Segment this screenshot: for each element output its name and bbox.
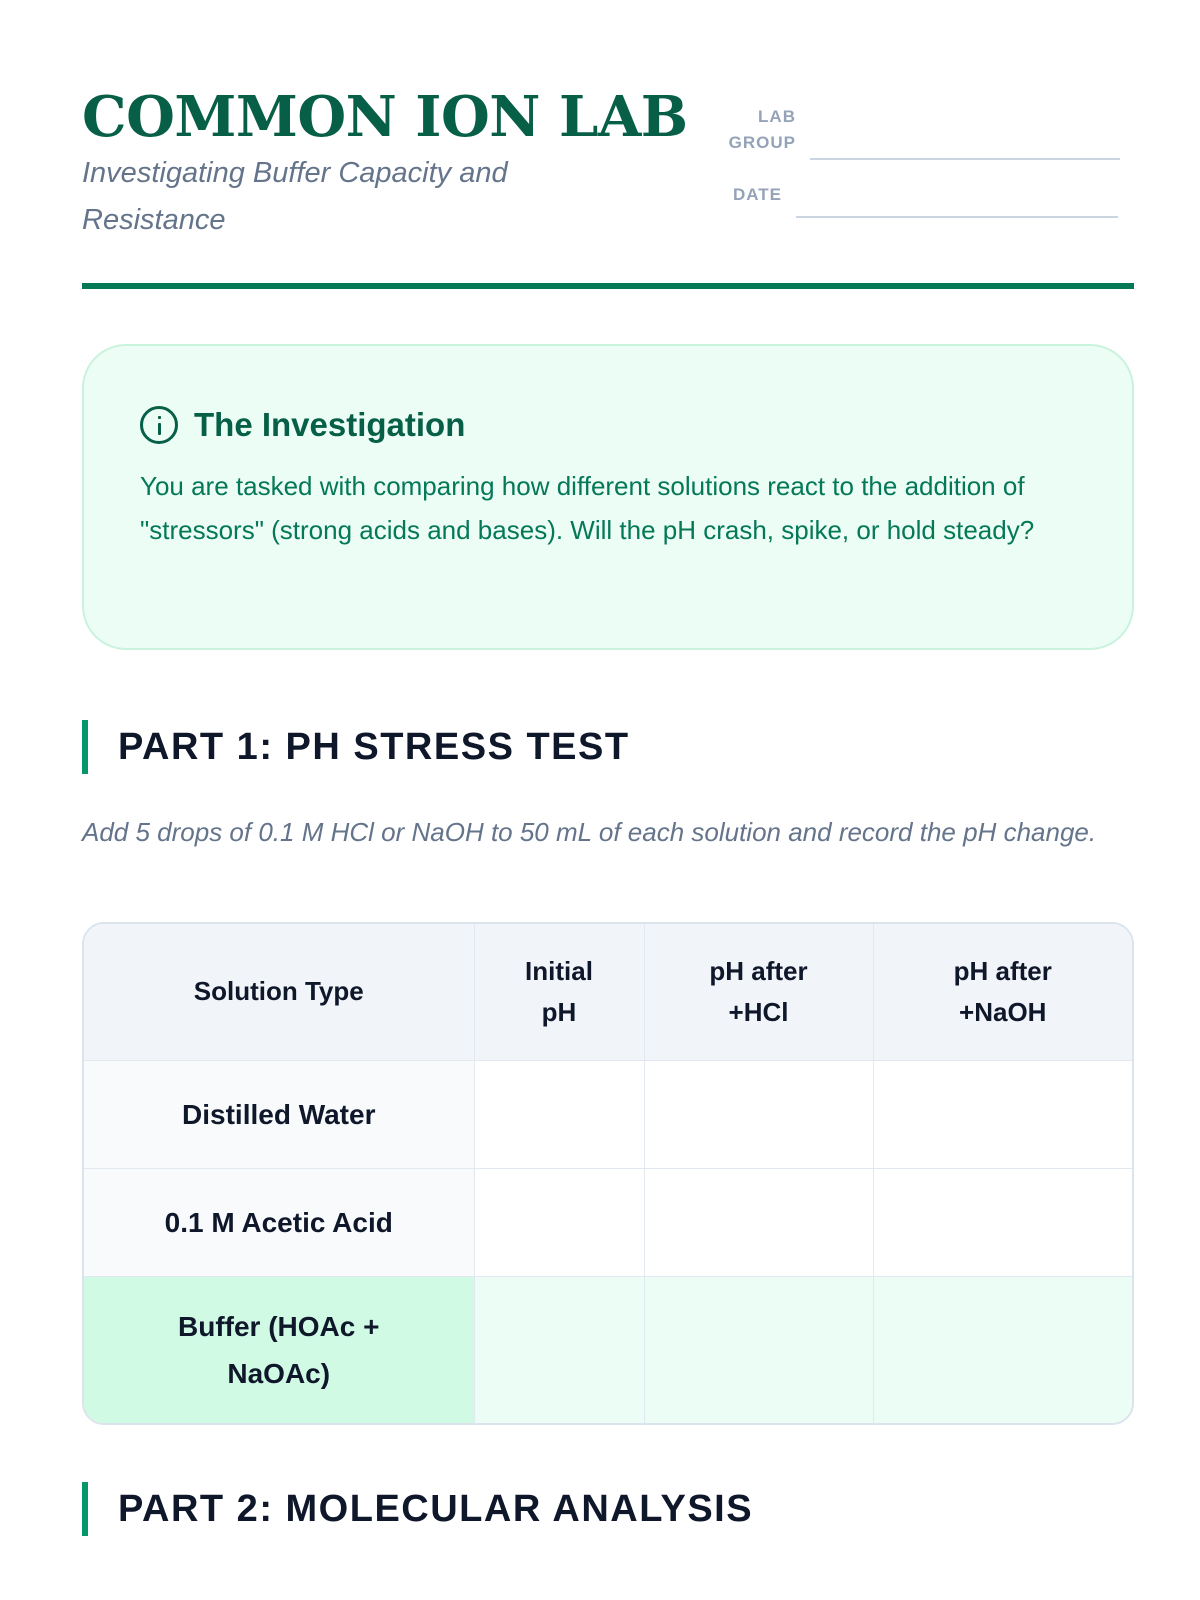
header-divider [82,283,1134,289]
worksheet-header [82,82,1134,292]
ph-after-naoh-input[interactable] [873,1168,1132,1276]
lab-group-row [712,104,1120,156]
table-row [84,1168,1132,1276]
column-header-ph-after-hcl: pH after +HCl [644,924,873,1060]
callout-header [140,406,465,444]
date-row [712,182,1118,208]
initial-ph-input[interactable] [474,1276,644,1424]
date-field[interactable] [796,216,1118,218]
initial-ph-input[interactable] [474,1168,644,1276]
callout-title: The Investigation [194,406,466,443]
table-row [84,1276,1132,1424]
part2-heading [82,1482,753,1536]
section-accent-bar [82,1482,88,1536]
part1-heading [82,720,630,774]
part1-title: PART 1: PH STRESS TEST [118,725,630,768]
table-row [84,1060,1132,1168]
column-header-initial-ph: Initial pH [474,924,644,1060]
part2-title: PART 2: MOLECULAR ANALYSIS [118,1487,754,1530]
lab-group-field[interactable] [810,158,1120,160]
ph-after-hcl-input[interactable] [644,1276,873,1424]
ph-after-naoh-input[interactable] [873,1276,1132,1424]
page-subtitle: Investigating Buffer Capacity and Resistance [82,157,508,236]
investigation-callout [82,344,1134,650]
row-label-acetic-acid: 0.1 M Acetic Acid [84,1168,474,1276]
column-header-solution-type: Solution Type [84,924,474,1060]
row-label-buffer: Buffer (HOAc + NaOAc) [84,1276,474,1424]
date-label: DATE [732,185,782,204]
ph-after-naoh-input[interactable] [873,1060,1132,1168]
part1-instructions: Add 5 drops of 0.1 M HCl or NaOH to 50 mL of each solution and record the pH change. [82,817,1097,847]
table-header-row [84,924,1132,1060]
lab-group-label: LAB GROUP [728,107,796,152]
callout-body: You are tasked with comparing how different solutions react to the addition of "stressors" (strong acids and bases). Will the pH crash, spike, or hold steady? [140,471,1035,545]
section-accent-bar [82,720,88,774]
row-label-distilled-water: Distilled Water [84,1060,474,1168]
initial-ph-input[interactable] [474,1060,644,1168]
page-title: COMMON ION LAB [82,84,688,150]
ph-after-hcl-input[interactable] [644,1060,873,1168]
ph-stress-table [82,922,1134,1425]
ph-after-hcl-input[interactable] [644,1168,873,1276]
info-icon [140,406,178,444]
column-header-ph-after-naoh: pH after +NaOH [873,924,1132,1060]
